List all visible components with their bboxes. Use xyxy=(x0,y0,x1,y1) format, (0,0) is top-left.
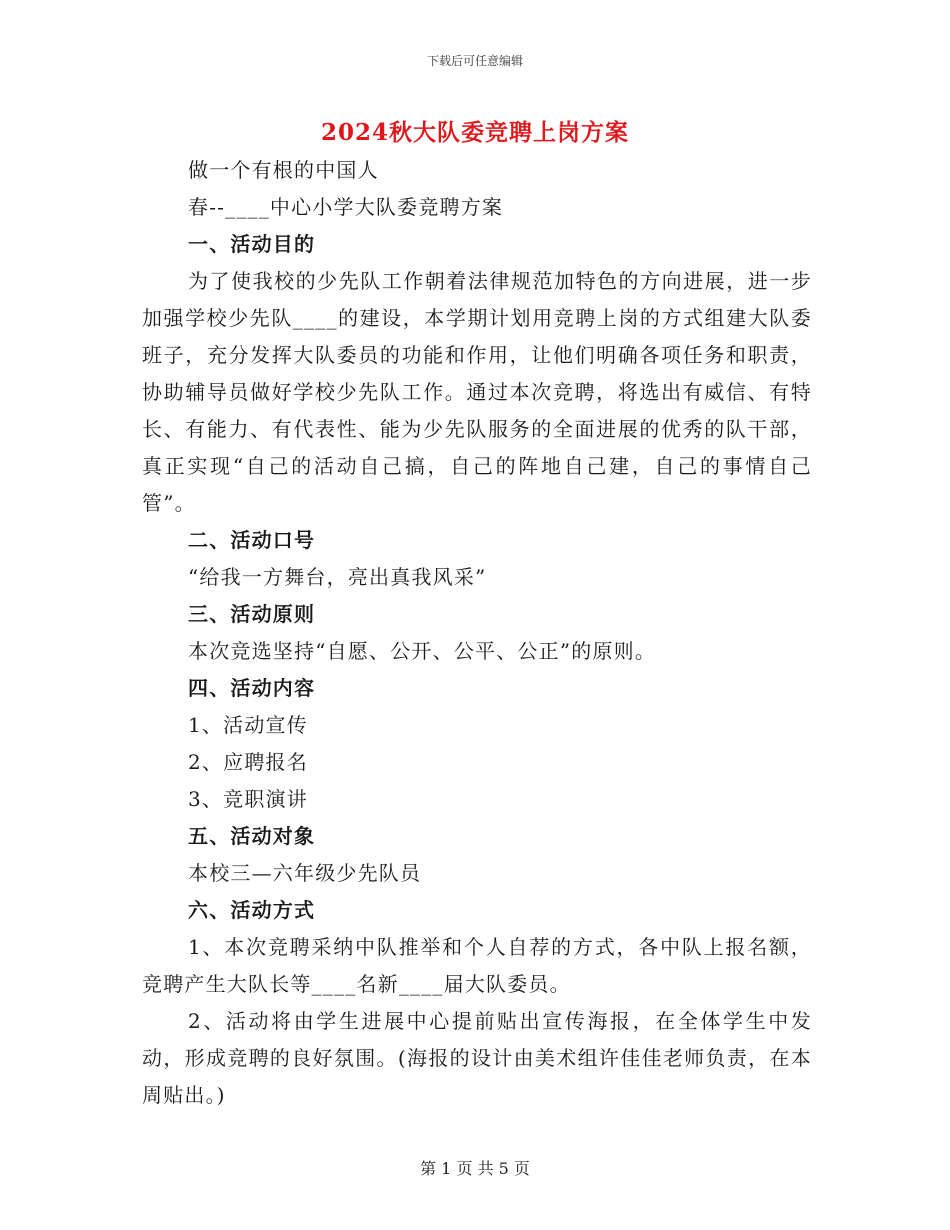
section-heading: 五、活动对象 xyxy=(188,824,316,848)
section-heading: 一、活动目的 xyxy=(188,232,316,256)
section-heading: 二、活动口号 xyxy=(188,528,316,552)
page-header: 下载后可任意编辑 xyxy=(426,54,523,68)
list-item: 1、活动宣传 xyxy=(188,713,308,737)
page-footer: 第 1 页 共 5 页 xyxy=(420,1159,530,1178)
list-item: 3、竞职演讲 xyxy=(188,787,308,811)
paragraph: 2、活动将由学生进展中心提前贴出宣传海报，在全体学生中发动，形成竞聘的良好氛围。(海报的设计由美术组许佳佳老师负责，在本周贴出。) xyxy=(142,1009,812,1107)
list-item: 2、应聘报名 xyxy=(188,750,308,774)
paragraph: 为了使我校的少先队工作朝着法律规范加特色的方向进展，进一步加强学校少先队____的建设，本学期计划用竞聘上岗的方式组建大队委班子，充分发挥大队委员的功能和作用，让他们明确各项任务和职责，协助辅导员做好学校少先队工作。通过本次竞聘，将选出有威信、有特长、有能力、有代表性、能为少先队服务的全面进展的优秀的队干部，真正实现“自己的活动自己搞，自己的阵地自己建，自己的事情自己管”。 xyxy=(142,269,812,515)
paragraph: 本次竞选坚持“自愿、公开、公平、公正”的原则。 xyxy=(188,639,657,663)
section-heading: 三、活动原则 xyxy=(188,602,316,626)
paragraph: 1、本次竞聘采纳中队推举和个人自荐的方式，各中队上报名额，竞聘产生大队长等____名新____届大队委员。 xyxy=(142,935,812,996)
paragraph: 本校三—六年级少先队员 xyxy=(188,861,422,885)
paragraph: “给我一方舞台，亮出真我风采” xyxy=(188,565,487,589)
document-title: 2024秋大队委竞聘上岗方案 xyxy=(320,119,629,146)
intro-line: 做一个有根的中国人 xyxy=(188,158,379,182)
document-body xyxy=(142,152,812,1114)
section-heading: 四、活动内容 xyxy=(188,676,316,700)
section-heading: 六、活动方式 xyxy=(188,898,316,922)
intro-line: 春--____中心小学大队委竞聘方案 xyxy=(188,195,504,219)
